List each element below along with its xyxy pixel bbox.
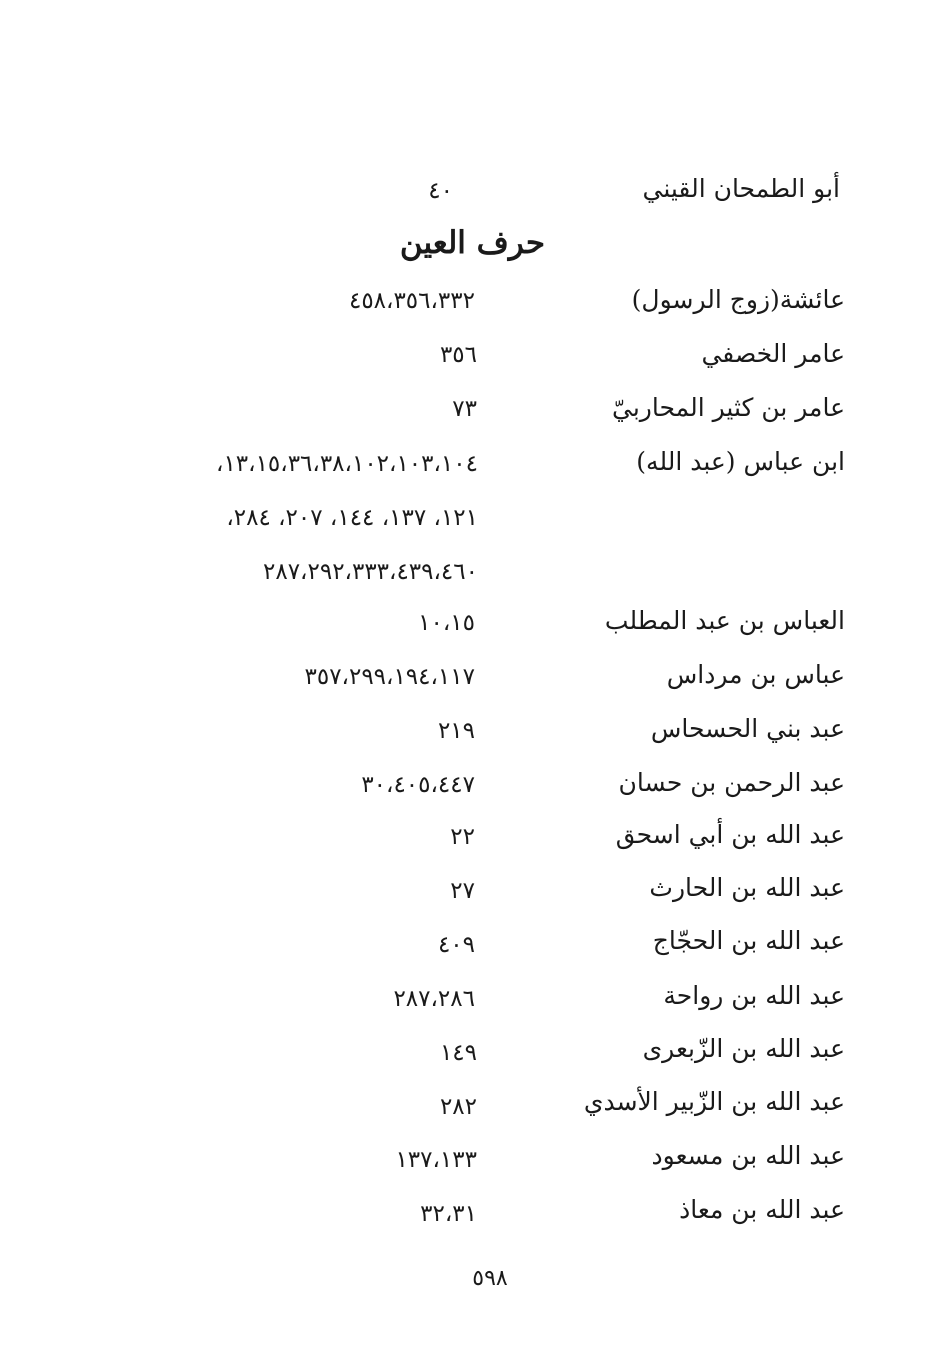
entry-pages: ٤٠: [428, 178, 453, 204]
entry-name: عبد الله بن الحارث: [649, 873, 845, 902]
entry-name: عبد الله بن أبي اسحق: [615, 820, 845, 849]
entry-name: عبد الله بن الزّبير الأسدي: [583, 1087, 845, 1116]
entry-pages: ٤٠٩: [437, 932, 475, 958]
section-title: حرف العين: [399, 225, 546, 261]
entry-name: عبد الله بن الحجّاج: [652, 926, 845, 955]
entry-pages: ٢٧: [450, 878, 475, 904]
entry-name: عبد الله بن الزّبعرى: [642, 1034, 845, 1063]
entry-name: عبد بني الحسحاس: [650, 714, 845, 743]
entry-pages-line: ٢٨٧،٢٩٢،٣٣٣،٤٣٩،٤٦٠: [263, 559, 478, 585]
entry-pages: ٢٨٢: [439, 1094, 477, 1120]
entry-pages: ٢١٩: [437, 718, 475, 744]
entry-name: عامر بن كثير المحاربيّ: [612, 393, 845, 422]
page-number: ٥٩٨: [472, 1266, 508, 1291]
entry-pages: ١٤٩: [439, 1040, 477, 1066]
entry-pages: ٣٢،٣١: [420, 1201, 477, 1227]
entry-name: أبو الطمحان القيني: [642, 174, 840, 203]
entry-pages-line: ١٢١، ١٣٧، ١٤٤، ٢٠٧، ٢٨٤،: [226, 505, 478, 531]
entry-pages: ١٠،١٥: [418, 610, 475, 636]
entry-name: العباس بن عبد المطلب: [604, 606, 845, 635]
entry-name: ابن عباس (عبد الله): [636, 447, 845, 476]
entry-pages: ٣٠،٤٠٥،٤٤٧: [361, 772, 475, 798]
entry-name: عبد الله بن معاذ: [679, 1195, 845, 1224]
entry-pages: ٢٨٧،٢٨٦: [393, 986, 475, 1012]
entry-name: عامر الخصفي: [701, 339, 845, 368]
entry-name: عائشة(زوج الرسول): [631, 285, 845, 314]
entry-pages: ٣٥٦: [439, 342, 477, 368]
entry-name: عبد الله بن مسعود: [651, 1141, 845, 1170]
entry-name: عبد الرحمن بن حسان: [618, 768, 845, 797]
entry-pages: ٧٣: [452, 396, 477, 422]
entry-pages: ٤٥٨،٣٥٦،٣٣٢: [348, 288, 475, 314]
entry-pages: ٢٢: [450, 824, 475, 850]
entry-pages: ١٣٧،١٣٣: [395, 1147, 477, 1173]
entry-name: عبد الله بن رواحة: [663, 981, 845, 1010]
entry-name: عباس بن مرداس: [666, 660, 845, 689]
entry-pages-line: ١٣،١٥،٣٦،٣٨،١٠٢،١٠٣،١٠٤،: [216, 451, 478, 477]
entry-pages: ٣٥٧،٢٩٩،١٩٤،١١٧: [304, 664, 475, 690]
